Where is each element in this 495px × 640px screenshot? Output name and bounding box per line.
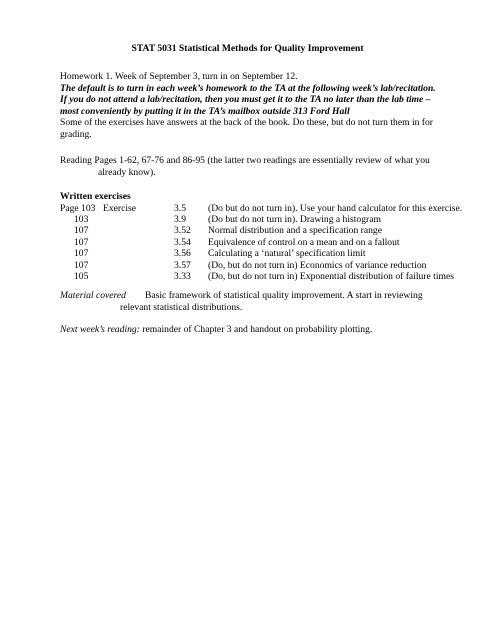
exercise-description: Calculating a ‘natural’ specification limit [208, 248, 366, 260]
exercise-description: (Do but do not turn in). Use your hand calculator for this exercise. [208, 202, 463, 214]
turn-in-policy-line-2: If you do not attend a lab/recitation, then you must get it to the TA no later than the lab time – [60, 94, 431, 106]
material-covered-section [60, 290, 452, 313]
exercise-description: Normal distribution and a specification range [208, 225, 382, 237]
material-covered-label: Material covered [60, 290, 126, 301]
homework-line: Homework 1. Week of September 3, turn in on September 12. [60, 71, 298, 82]
exercise-row [60, 225, 452, 236]
exercise-description: (Do but do not turn in). Drawing a histogram [208, 213, 381, 225]
exercise-table [60, 202, 463, 283]
exercise-page: 107 [74, 248, 89, 260]
exercise-row [60, 214, 452, 225]
reading-section [60, 155, 452, 178]
exercise-row [60, 271, 452, 282]
exercise-page: 107 [74, 259, 89, 271]
material-covered-line-2: relevant statistical distributions. [120, 301, 243, 313]
exercise-description: (Do, but do not turn in) Exponential distribution of failure times [208, 270, 454, 282]
exercise-page: 105 [74, 270, 89, 282]
next-week-reading [60, 324, 452, 336]
exercise-page: 107 [74, 236, 89, 248]
written-exercises-section [60, 191, 463, 282]
reading-line-1: Reading Pages 1-62, 67-76 and 86-95 (the latter two readings are essentially review of what you [60, 155, 430, 166]
answers-note-line-2: grading. [60, 128, 92, 140]
exercise-page: 107 [74, 225, 89, 237]
material-covered-line-1: Basic framework of statistical quality improvement. A start in reviewing [145, 290, 423, 301]
exercise-row [60, 237, 452, 248]
document-title: STAT 5031 Statistical Methods for Quality Improvement [131, 43, 364, 54]
written-exercises-heading: Written exercises [60, 191, 131, 202]
exercise-number: 3.33 [174, 270, 191, 282]
turn-in-policy-line-1: The default is to turn in each week’s homework to the TA at the following week’s lab/recitation. [60, 82, 436, 94]
answers-note-line-1: Some of the exercises have answers at the back of the book. Do these, but do not turn them in for [60, 117, 433, 129]
exercise-description: Equivalence of control on a mean and on a fallout [208, 236, 400, 248]
exercise-row [60, 260, 452, 271]
exercise-number: 3.57 [174, 259, 191, 271]
homework-section [60, 71, 452, 141]
exercise-row [60, 202, 463, 214]
exercise-number: 3.56 [174, 248, 191, 260]
exercise-description: (Do, but do not turn in) Economics of variance reduction [208, 259, 427, 271]
exercise-number: 3.54 [174, 236, 191, 248]
exercise-row [60, 248, 452, 259]
next-week-text: remainder of Chapter 3 and handout on probability plotting. [142, 324, 373, 335]
exercise-number: 3.9 [174, 213, 186, 225]
exercise-label: Exercise [103, 202, 137, 214]
exercise-number: 3.52 [174, 225, 191, 237]
exercise-page: 103 [74, 213, 89, 225]
next-week-label: Next week’s reading: [60, 324, 140, 335]
reading-line-2: already know). [98, 166, 156, 178]
exercise-number: 3.5 [174, 202, 186, 214]
turn-in-policy-line-3: most conveniently by putting it in the TA’s mailbox outside 313 Ford Hall [60, 105, 350, 117]
exercise-page: Page 103 [60, 202, 96, 214]
